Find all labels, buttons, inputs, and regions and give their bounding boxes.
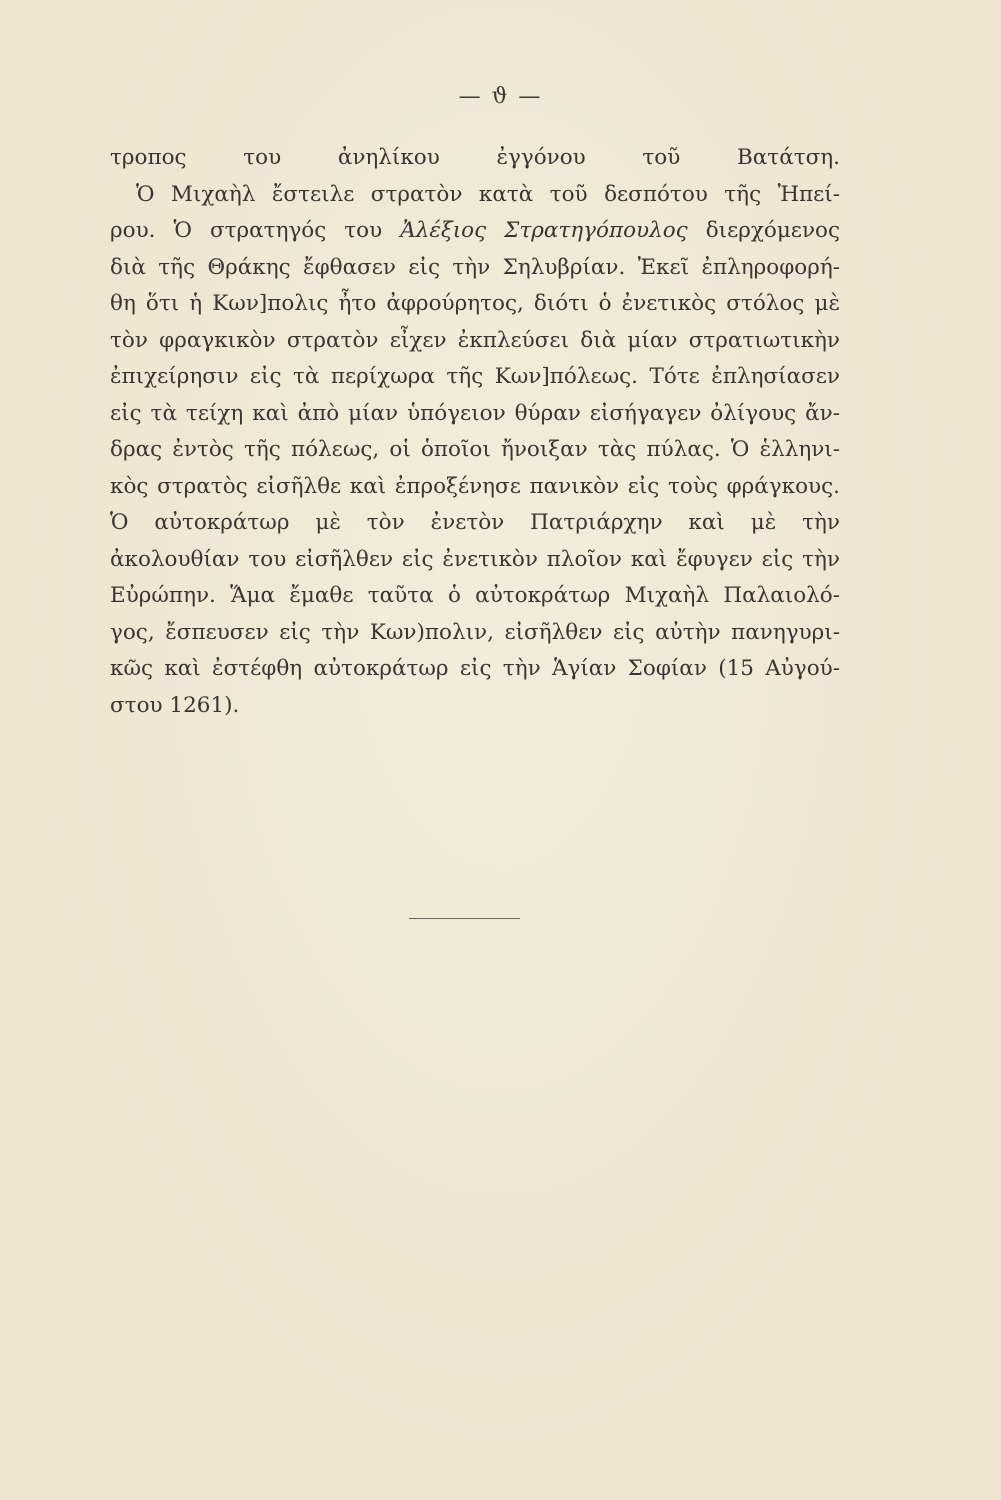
text-line: τὸν φραγκικὸν στρατὸν εἶχεν ἐκπλεύσει διὰ μίαν στρατιωτικὴν [110,327,840,353]
text-line-with-name [110,213,840,250]
text-line: κῶς καὶ ἐστέφθη αὐτοκράτωρ εἰς τὴν Ἁγίαν Σοφίαν (15 Αὐγού- [110,656,840,681]
text-line: Εὐρώπην. Ἅμα ἔμαθε ταῦτα ὁ αὐτοκράτωρ Μιχαὴλ Παλαιολό- [110,583,840,608]
text-line: θη ὅτι ἡ Κων]πολις ἦτο ἀφρούρητος, διότι ὁ ἐνετικὸς στόλος μὲ [110,291,840,316]
page-number: — ϑ — [458,84,543,109]
text-line: Ὁ Μιχαὴλ ἔστειλε στρατὸν κατὰ τοῦ δεσπότου τῆς Ἠπεί- [136,181,840,207]
text-line: κὸς στρατὸς εἰσῆλθε καὶ ἐπροξένησε πανικὸν εἰς τοὺς φράγκους. [110,473,840,499]
body-text [110,140,840,724]
text-line: Ὁ αὐτοκράτωρ μὲ τὸν ἐνετὸν Πατριάρχην καὶ μὲ τὴν [110,510,840,535]
text-line: δρας ἐντὸς τῆς πόλεως, οἱ ὁποῖοι ἤνοιξαν τὰς πύλας. Ὁ ἑλληνι- [110,437,840,462]
text-line: ἐπιχείρησιν εἰς τὰ περίχωρα τῆς Κων]πόλεως. Τότε ἐπλησίασεν [110,364,840,389]
text-line: στου 1261). [110,692,240,718]
text-fragment: διερχόμενος [705,218,840,243]
text-line: εἰς τὰ τείχη καὶ ἀπὸ μίαν ὑπόγειον θύραν εἰσήγαγεν ὀλίγους ἄν- [110,400,840,426]
text-fragment: ρου. Ὁ στρατηγός του [110,218,383,243]
text-line: γος, ἔσπευσεν εἰς τὴν Κων)πολιν, εἰσῆλθεν εἰς αὐτὴν πανηγυρι- [110,619,840,645]
text-line: τροπος του ἀνηλίκου ἐγγόνου τοῦ Βατάτση. [110,145,840,170]
text-line: ἀκολουθίαν του εἰσῆλθεν εἰς ἐνετικὸν πλοῖον καὶ ἔφυγεν εἰς τὴν [110,546,840,572]
person-name: Ἀλέξιος Στρατηγόπουλος [400,218,688,243]
section-divider [409,918,520,919]
text-line: διὰ τῆς Θράκης ἔφθασεν εἰς τὴν Σηλυβρίαν. Ἐκεῖ ἐπληροφορή- [110,254,840,280]
